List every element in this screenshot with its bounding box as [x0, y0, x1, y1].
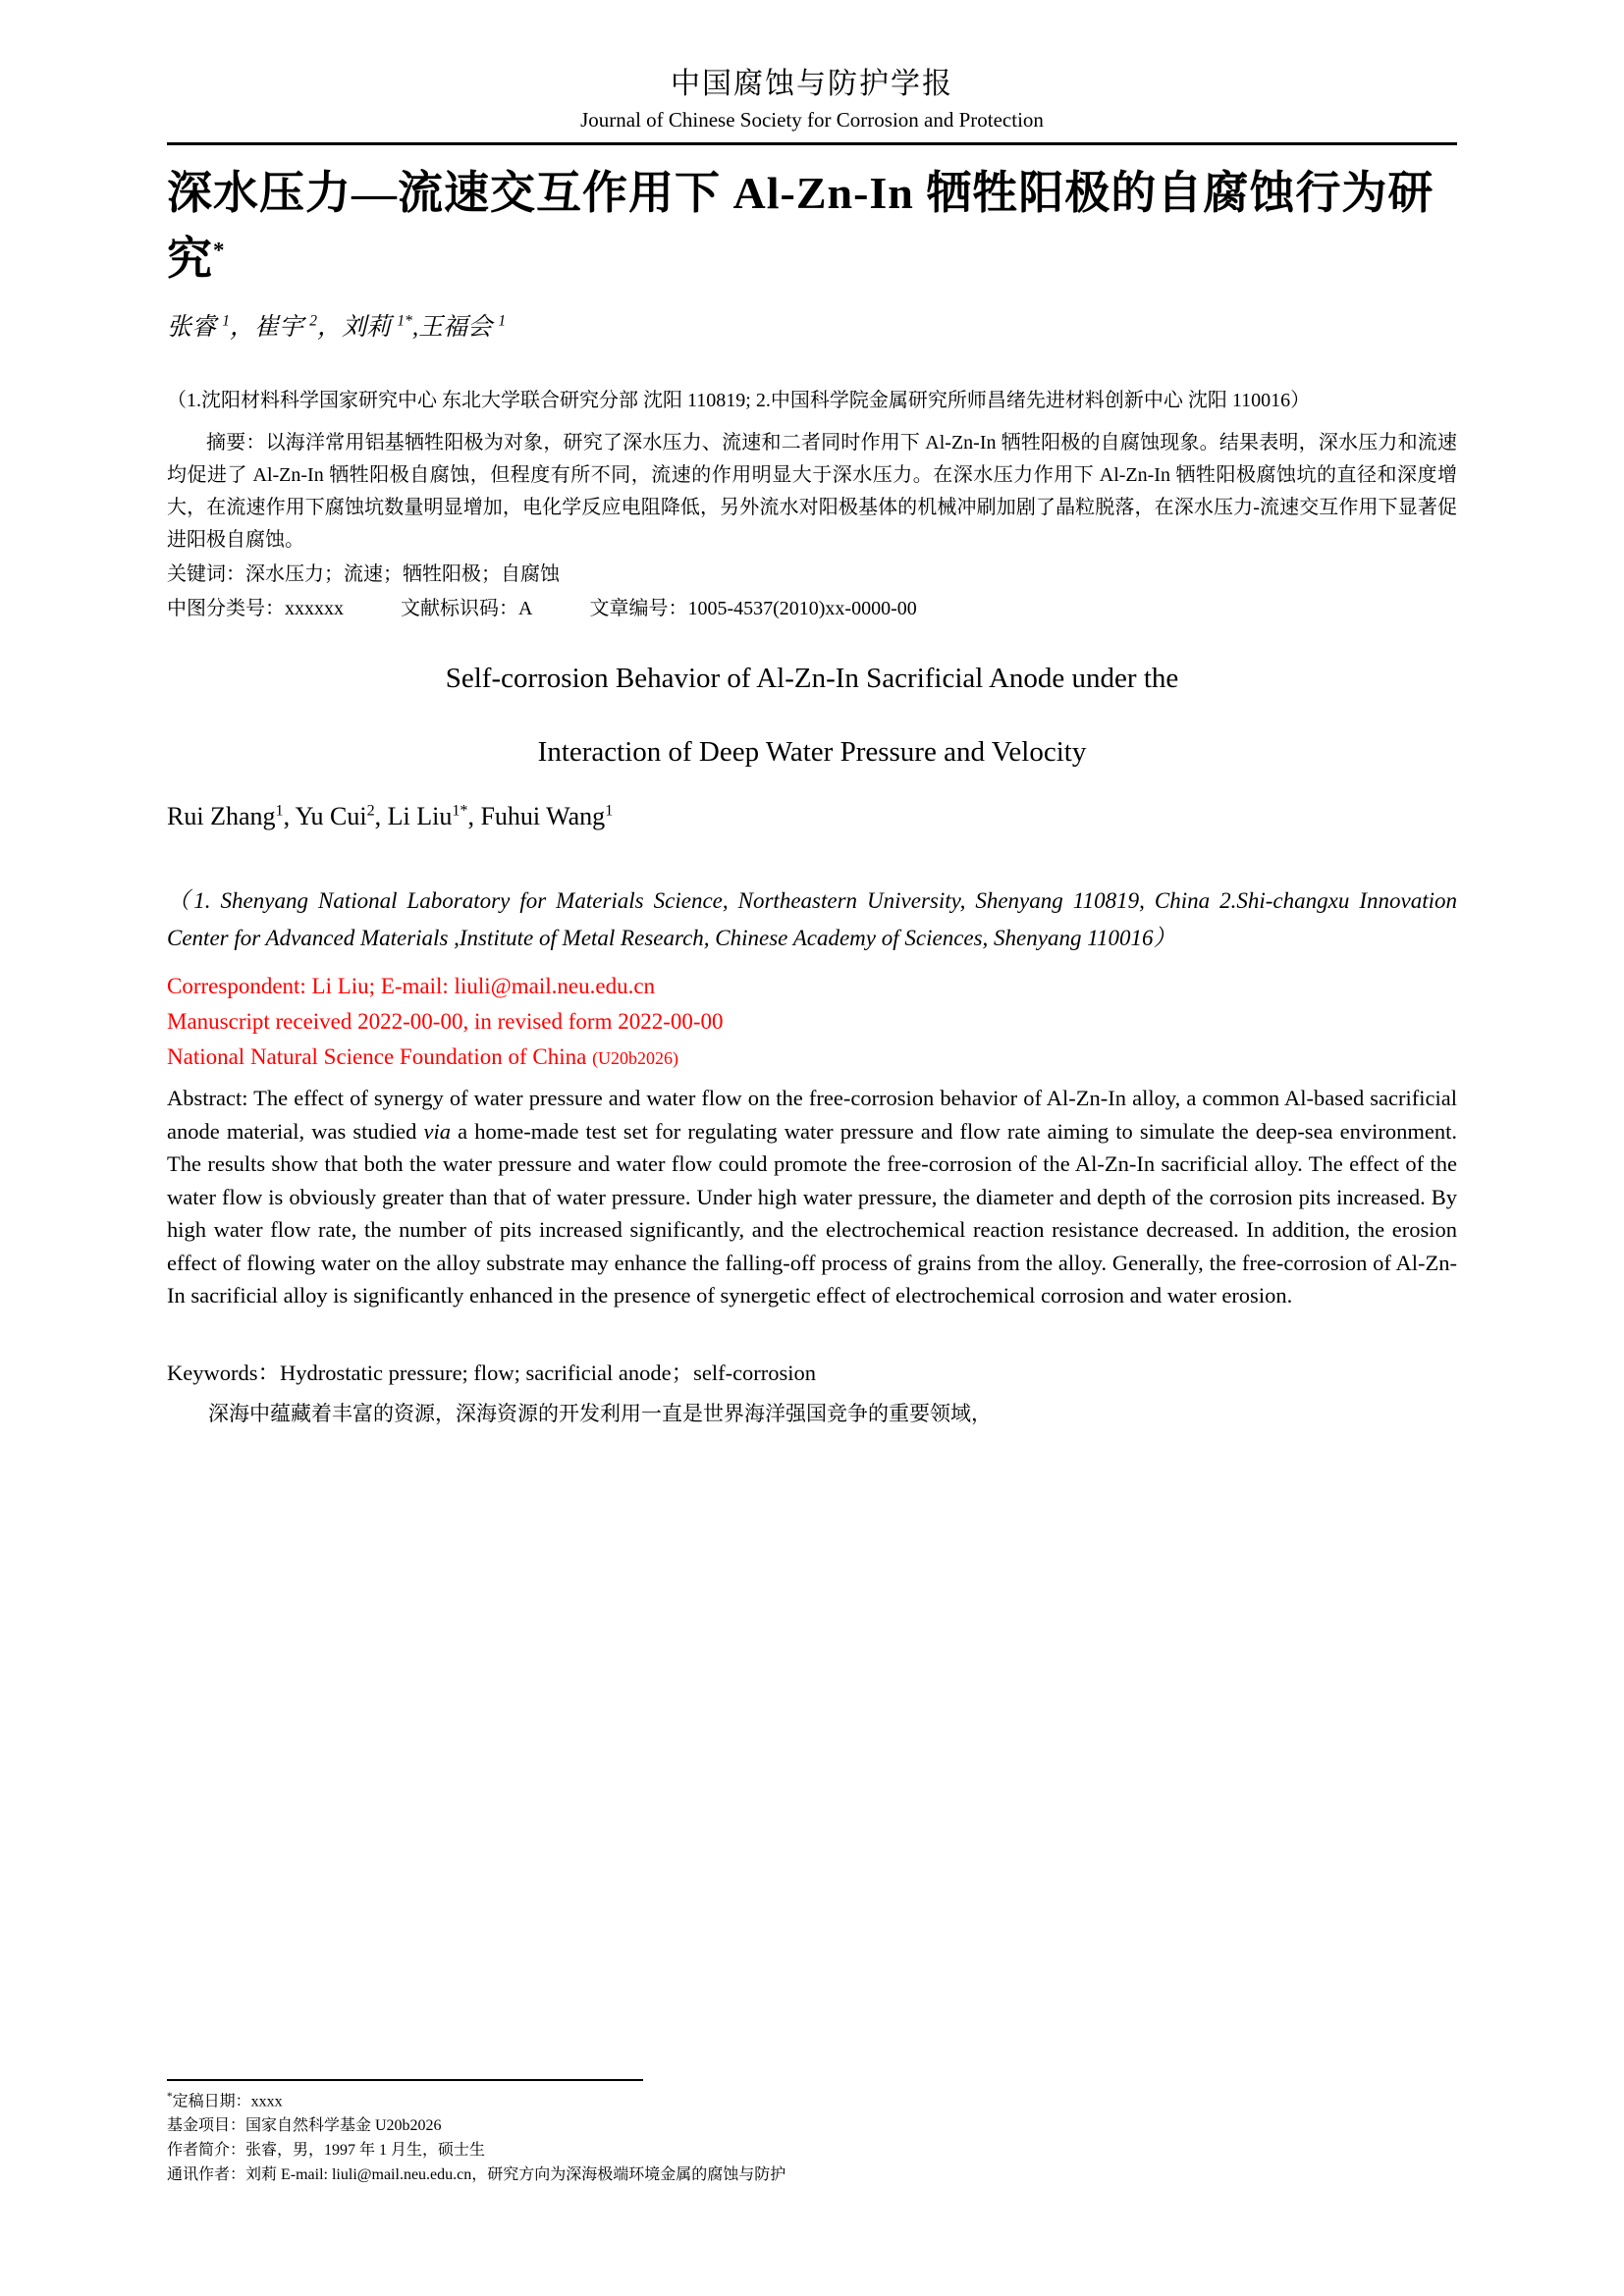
journal-title-cn: 中国腐蚀与防护学报 [671, 68, 953, 100]
article-number-label: 文章编号： [589, 598, 688, 620]
document-code-value: A [518, 598, 533, 620]
footnote-author-bio: 作者简介：张睿，男，1997 年 1 月生，硕士生 [167, 2142, 486, 2160]
author-separator: ， [230, 314, 255, 342]
author-name: Rui Zhang [167, 802, 276, 831]
author-name: Yu Cui [295, 802, 367, 831]
author-separator: , [283, 802, 296, 831]
author-separator: , [374, 802, 388, 831]
manuscript-received-line: Manuscript received 2022-00-00, in revised form 2022-00-00 [167, 1009, 724, 1035]
abstract-en-label: Abstract: [167, 1086, 254, 1111]
abstract-en [167, 1082, 1457, 1312]
keywords-en [167, 1356, 1457, 1387]
authors-cn [167, 307, 1457, 343]
title-footnote-marker: * [213, 238, 226, 263]
document-code-label: 文献标识码： [401, 598, 518, 620]
footnote-received-date-text: 定稿日期：xxxx [172, 2093, 283, 2110]
funding-text: National Natural Science Foundation of China [167, 1044, 593, 1070]
abstract-en-part2: a home-made test set for regulating water pressure and flow rate aiming to simulate the deep-sea environment. The results show that both the water pressure and water flow could promote the free-corrosion of the Al-Zn-In sacrificial alloy. The effect of the water flow is obviously greater than that of water pressure. Under high water pressure, the diameter and depth of the corrosion pits increased. By high water flow rate, the number of pits increased significantly, and the electrochemical reaction resistance decreased. In addition, the erosion effect of flowing water on the alloy substrate may enhance the falling-off process of grains from the alloy. Generally, the free-corrosion of Al-Zn-In sacrificial alloy is significantly enhanced in the presence of synergetic effect of electrochemical corrosion and water erosion. [167, 1118, 1457, 1308]
paper-title-en-line2: Interaction of Deep Water Pressure and Velocity [537, 736, 1087, 769]
keywords-cn [167, 559, 1457, 591]
author-separator: , [411, 314, 419, 342]
authors-en [167, 802, 1457, 831]
abstract-en-via: via [423, 1118, 452, 1144]
clc-number [167, 598, 344, 619]
paper-title-en-line1: Self-corrosion Behavior of Al-Zn-In Sacrificial Anode under the [445, 663, 1179, 695]
document-code [401, 598, 532, 619]
author-superscript: 2 [366, 802, 375, 820]
header-rule [167, 142, 1457, 145]
classification-line [167, 593, 1457, 625]
abstract-cn-text: 以海洋常用铝基牺牲阳极为对象，研究了深水压力、流速和二者同时作用下 Al-Zn-In 牺牲阳极的自腐蚀现象。结果表明，深水压力和流速均促进了 Al-Zn-In 牺牲阳极自腐蚀，但程度有所不同，流速的作用明显大于深水压力。在深水压力作用下 Al-Zn-In 牺牲阳极腐蚀坑的直径和深度增大，在流速作用下腐蚀坑数量明显增加，电化学反应电阻降低，另外流水对阳极基体的机械冲刷加剧了晶粒脱落，在深水压力-流速交互作用下显著促进阳极自腐蚀。 [167, 432, 1457, 552]
author-superscript: 1* [397, 313, 412, 331]
author-superscript: 1 [605, 802, 614, 820]
author-superscript: 1 [275, 802, 284, 820]
footnote-received-date [167, 2085, 1457, 2113]
journal-title-en: Journal of Chinese Society for Corrosion and Protection [580, 108, 1044, 132]
author-superscript: 1 [222, 313, 231, 331]
author-name: 王福会 [418, 314, 493, 342]
footnote-corresponding-author: 通讯作者：刘莉 E-mail: liuli@mail.neu.edu.cn，研究方向为深海极端环境金属的腐蚀与防护 [167, 2166, 786, 2184]
affiliation-en: （1. Shenyang National Laboratory for Materials Science, Northeastern University, Shenyang 110819, China 2.Shi-changxu Innovation Center for Advanced Materials ,Institute of Metal Research, Chinese Academy of Sciences, Shenyang 110016） [167, 888, 1457, 951]
affiliation-cn: （1.沈阳材料科学国家研究中心 东北大学联合研究分部 沈阳 110819; 2.中国科学院金属研究所师昌绪先进材料创新中心 沈阳 110016） [167, 390, 1311, 412]
keywords-cn-text: 深水压力；流速；牺牲阳极；自腐蚀 [245, 563, 560, 586]
footnote-block [167, 2079, 1457, 2187]
author-superscript: 1* [452, 802, 468, 820]
footnote-funding: 基金项目：国家自然科学基金 U20b2026 [167, 2117, 442, 2135]
author-superscript: 1 [498, 313, 507, 331]
clc-value: xxxxxx [285, 598, 344, 620]
author-name: 崔宇 [254, 314, 304, 342]
footnote-star-marker: * [167, 2091, 173, 2103]
author-name: Fuhui Wang [480, 802, 606, 831]
footnote-rule [167, 2079, 643, 2081]
author-separator: ， [317, 314, 343, 342]
correspondent-line: Correspondent: Li Liu; E-mail: liuli@mail.neu.edu.cn [167, 974, 656, 999]
funding-line [167, 1041, 1457, 1074]
body-paragraph-cn: 深海中蕴藏着丰富的资源，深海资源的开发利用一直是世界海洋强国竞争的重要领域， [208, 1401, 992, 1425]
author-separator: , [467, 802, 481, 831]
abstract-cn [167, 427, 1457, 557]
author-name: 刘莉 [342, 314, 392, 342]
article-number [589, 598, 916, 619]
article-number-value: 1005-4537(2010)xx-0000-00 [687, 598, 917, 620]
clc-label: 中图分类号： [167, 598, 285, 620]
author-superscript: 2 [309, 313, 318, 331]
abstract-cn-label: 摘要： [206, 432, 266, 454]
keywords-cn-label: 关键词： [167, 563, 245, 586]
author-name: 张睿 [167, 314, 217, 342]
paper-title-cn-text: 深水压力—流速交互作用下 Al-Zn-In 牺牲阳极的自腐蚀行为研究 [167, 168, 1435, 284]
keywords-en-text: Hydrostatic pressure; flow; sacrificial anode；self-corrosion [279, 1360, 817, 1385]
paper-title-cn [167, 161, 1457, 292]
author-name: Li Liu [387, 802, 453, 831]
funding-grant-number: (U20b2026) [592, 1048, 679, 1069]
keywords-en-label: Keywords： [167, 1360, 280, 1385]
abstract-en-part1: The effect of synergy of water pressure and water flow on the free-corrosion behavior of Al-Zn-In alloy, a common Al-based sacrificial anode material, was studied [167, 1086, 1457, 1144]
